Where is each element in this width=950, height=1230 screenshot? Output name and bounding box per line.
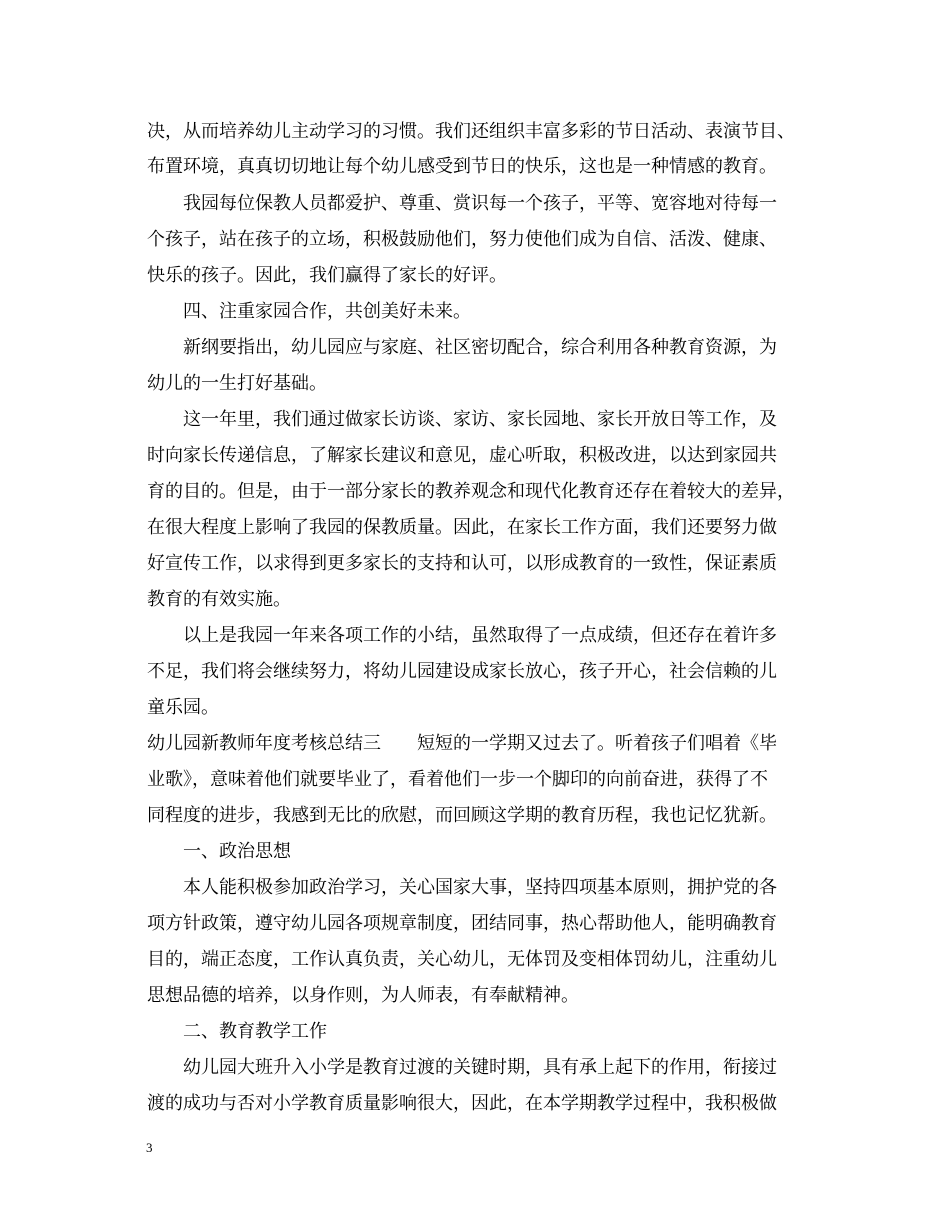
- text-line: 渡的成功与否对小学教育质量影响很大，因此，在本学期教学过程中，我积极做: [147, 1093, 777, 1114]
- text-line: 在很大程度上影响了我园的保教质量。因此，在家长工作方面，我们还要努力做: [147, 517, 777, 538]
- text-line: 时向家长传递信息，了解家长建议和意见，虚心听取，积极改进，以达到家园共: [147, 445, 777, 466]
- page-number: 3: [146, 1140, 153, 1155]
- text-line: 思想品德的培养，以身作则，为人师表，有奉献精神。: [147, 985, 579, 1006]
- article-title-line: 幼儿园新教师年度考核总结三 短短的一学期又过去了。听着孩子们唱着《毕: [147, 733, 777, 754]
- text-line: 育的目的。但是，由于一部分家长的教养观念和现代化教育还存在着较大的差异，: [147, 481, 795, 502]
- section-heading: 二、教育教学工作: [183, 1021, 327, 1042]
- text-line: 幼儿园大班升入小学是教育过渡的关键时期，具有承上起下的作用，衔接过: [183, 1057, 777, 1078]
- text-line: 同程度的进步，我感到无比的欣慰，而回顾这学期的教育历程，我也记忆犹新。: [147, 805, 777, 826]
- text-line: 幼儿的一生打好基础。: [147, 373, 327, 394]
- text-line: 新纲要指出，幼儿园应与家庭、社区密切配合，综合利用各种教育资源，为: [183, 337, 777, 358]
- text-line: 目的，端正态度，工作认真负责，关心幼儿，无体罚及变相体罚幼儿，注重幼儿: [147, 949, 777, 970]
- text-line: 好宣传工作，以求得到更多家长的支持和认可，以形成教育的一致性，保证素质: [147, 553, 777, 574]
- text-line: 业歌》，意味着他们就要毕业了，看着他们一步一个脚印的向前奋进，获得了不: [147, 769, 768, 790]
- text-line: 本人能积极参加政治学习，关心国家大事，坚持四项基本原则，拥护党的各: [183, 877, 777, 898]
- text-line: 这一年里，我们通过做家长访谈、家访、家长园地、家长开放日等工作，及: [183, 409, 777, 430]
- text-line: 布置环境，真真切切地让每个幼儿感受到节日的快乐，这也是一种情感的教育。: [147, 156, 777, 177]
- text-line: 快乐的孩子。因此，我们赢得了家长的好评。: [147, 265, 507, 286]
- text-line: 教育的有效实施。: [147, 589, 291, 610]
- text-line: 决，从而培养幼儿主动学习的习惯。我们还组织丰富多彩的节日活动、表演节目、: [147, 121, 795, 142]
- text-line: 以上是我园一年来各项工作的小结，虽然取得了一点成绩，但还存在着许多: [183, 625, 777, 646]
- text-line: 我园每位保教人员都爱护、尊重、赏识每一个孩子，平等、宽容地对待每一: [183, 193, 777, 214]
- text-line: 项方针政策，遵守幼儿园各项规章制度，团结同事，热心帮助他人，能明确教育: [147, 913, 777, 934]
- text-line: 童乐园。: [147, 697, 219, 718]
- section-heading: 一、政治思想: [183, 841, 291, 862]
- text-line: 不足，我们将会继续努力，将幼儿园建设成家长放心，孩子开心，社会信赖的儿: [147, 661, 777, 682]
- text-line: 个孩子，站在孩子的立场，积极鼓励他们，努力使他们成为自信、活泼、健康、: [147, 229, 777, 250]
- section-heading: 四、注重家园合作，共创美好未来。: [183, 301, 471, 322]
